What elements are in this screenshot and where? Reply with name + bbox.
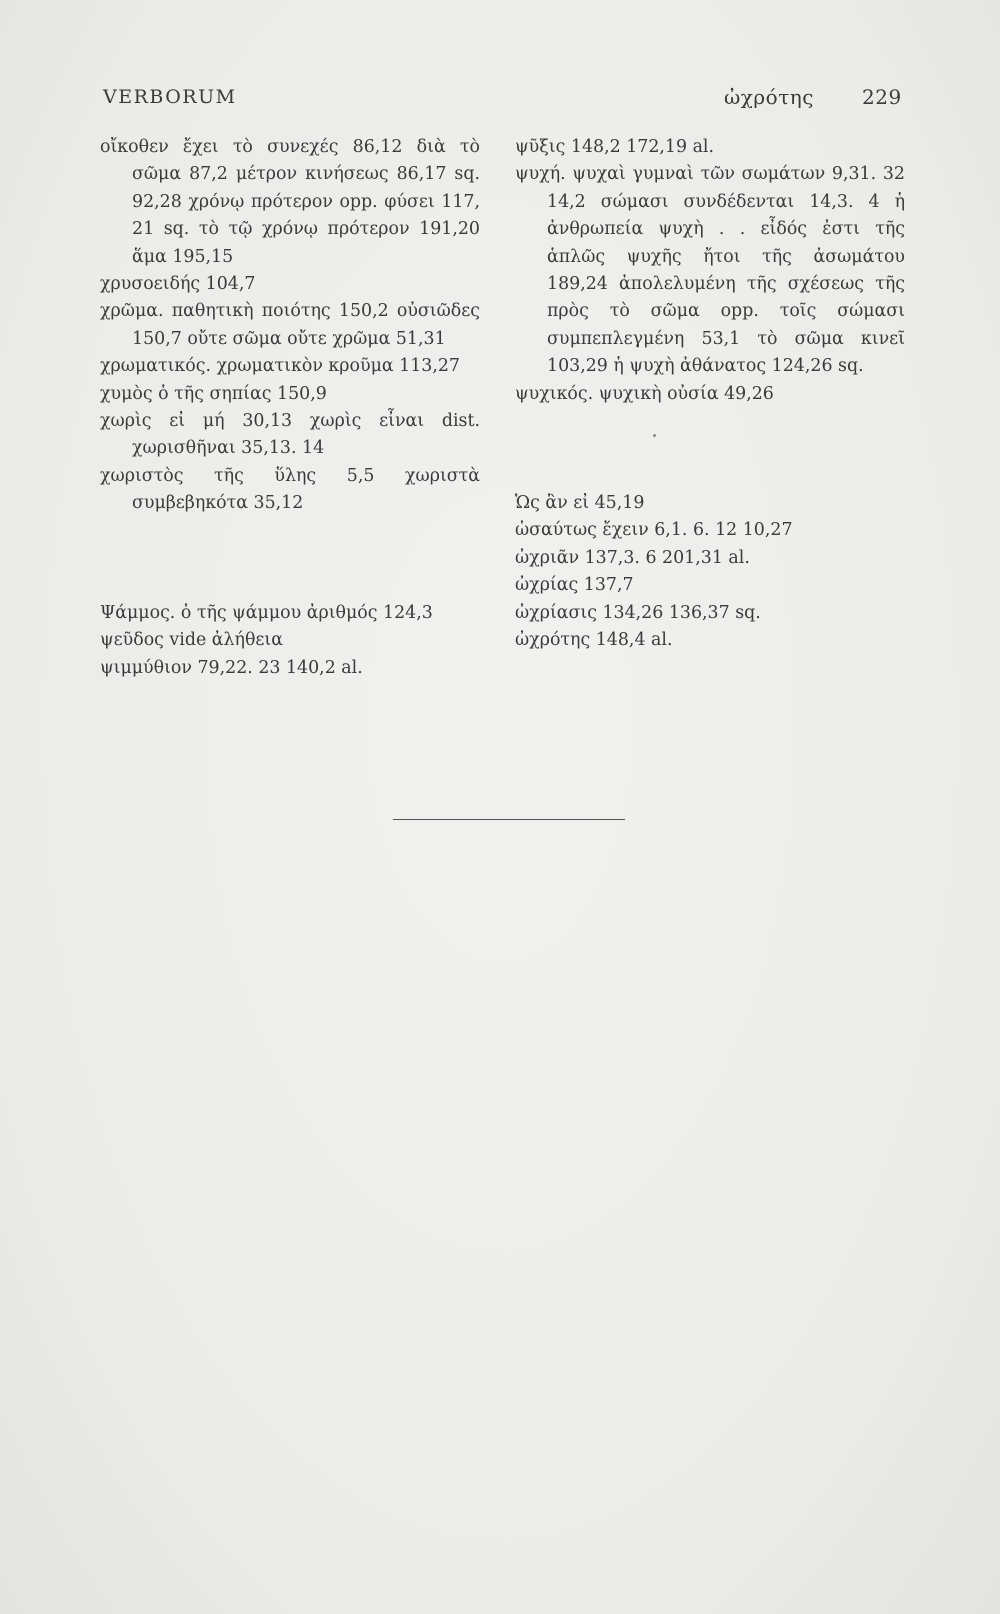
index-entry: ὠχριᾶν 137,3. 6 201,31 al.	[515, 547, 750, 568]
page-number: 229	[862, 85, 902, 109]
index-entry: ψυχή. ψυχαὶ γυμναὶ τῶν σωμάτων 9,31. 32 14,2 σώμασι συνδέδενται 14,3. 4 ἡ ἀνθρωπεία ψυχὴ . . εἶδός ἐστι τῆς ἁπλῶς ψυχῆς ἤτοι τῆς ἀσωμάτου 189,24 ἀπολελυμένη τῆς σχέσεως τῆς πρὸς τὸ σῶμα opp. τοῖς σώμασι συμπεπλεγμένη 53,1 τὸ σῶμα κινεῖ 103,29 ἡ ψυχὴ ἀθάνατος 124,26 sq.	[515, 164, 905, 377]
index-entry: ὠχρίας 137,7	[515, 575, 634, 596]
section-gap	[515, 408, 905, 490]
index-entry: ὡσαύτως ἔχειν 6,1. 6. 12 10,27	[515, 520, 793, 541]
index-entry: Ὡς ἂν εἰ 45,19	[515, 493, 645, 514]
end-rule	[393, 819, 625, 820]
index-entry: χυμὸς ὁ τῆς σηπίας 150,9	[100, 383, 327, 404]
index-entry: ὠχρότης 148,4 al.	[515, 630, 673, 651]
index-entry: χρωματικός. χρωματικὸν κροῦμα 113,27	[100, 356, 460, 377]
index-entry: ψεῦδος vide ἀλήθεια	[100, 630, 283, 651]
index-entry: χρυσοειδής 104,7	[100, 274, 256, 295]
right-column	[515, 134, 905, 655]
index-entry: οἴκοθεν ἔχει τὸ συνεχές 86,12 διὰ τὸ σῶμα 87,2 μέτρον κινήσεως 86,17 sq. 92,28 χρόνῳ πρότερον opp. φύσει 117, 21 sq. τὸ τῷ χρόνῳ πρότερον 191,20 ἅμα 195,15	[100, 137, 480, 267]
index-entry: χρῶμα. παθητικὴ ποιότης 150,2 οὐσιῶδες 150,7 οὔτε σῶμα οὔτε χρῶμα 51,31	[100, 301, 480, 349]
index-entry: ψῦξις 148,2 172,19 al.	[515, 137, 715, 157]
print-speck	[653, 434, 656, 437]
index-entry: ψιμμύθιον 79,22. 23 140,2 al.	[100, 657, 363, 678]
running-head-headword: ὠχρότης	[724, 85, 814, 109]
running-head-title: VERBORUM	[103, 86, 237, 108]
index-entry: ψυχικός. ψυχικὴ οὐσία 49,26	[515, 383, 774, 404]
index-entry: χωριστὸς τῆς ὕλης 5,5 χωριστὰ συμβεβηκότα 35,12	[100, 465, 480, 514]
index-entry: ὠχρίασις 134,26 136,37 sq.	[515, 602, 761, 623]
index-entry: Ψάμμος. ὁ τῆς ψάμμου ἀριθμός 124,3	[100, 602, 433, 623]
index-entry: χωρὶς εἰ μή 30,13 χωρὶς εἶναι dist. χωρισθῆναι 35,13. 14	[100, 411, 480, 459]
left-column	[100, 134, 480, 682]
section-gap	[100, 518, 480, 600]
